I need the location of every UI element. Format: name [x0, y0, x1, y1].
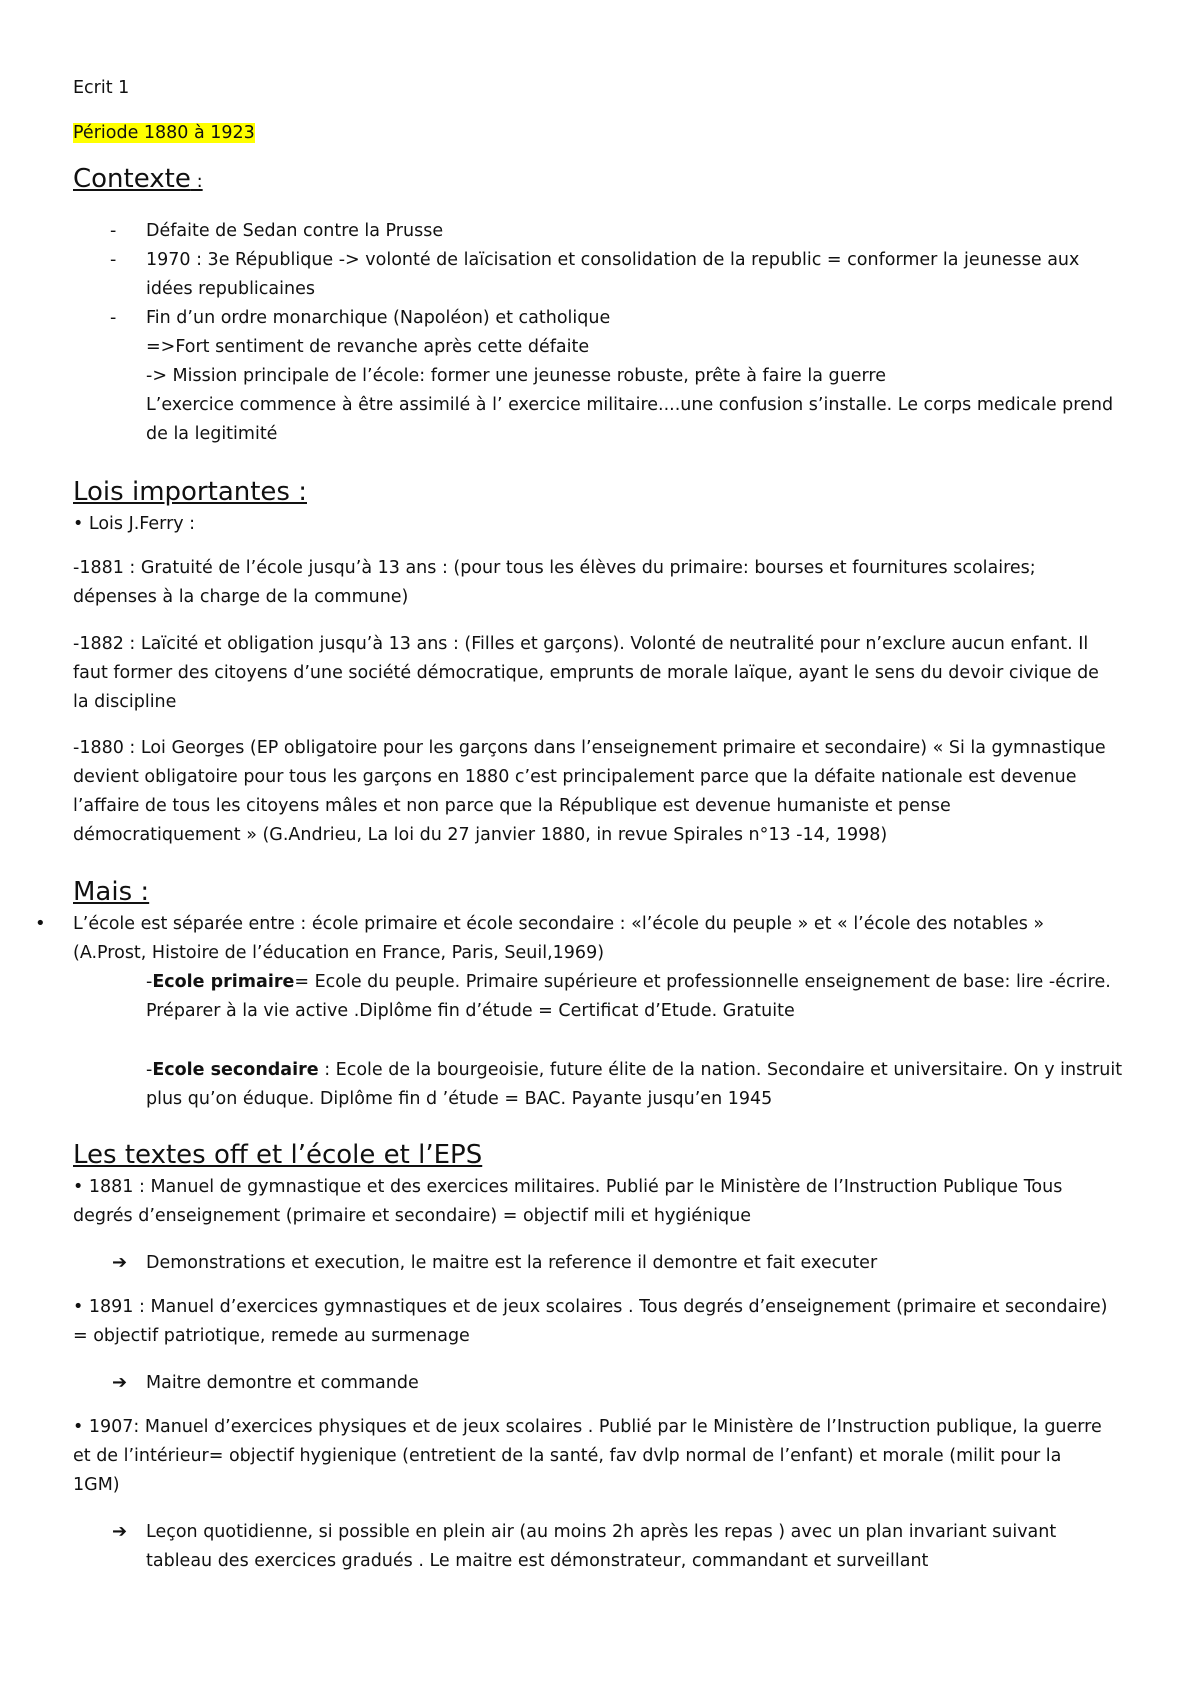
lois-ferry: • Lois J.Ferry :: [73, 514, 196, 534]
contexte-item: Fin d’un ordre monarchique (Napoléon) et catholique: [146, 308, 611, 328]
arrow-note: Maitre demontre et commande: [146, 1373, 419, 1393]
ecole-primaire-line: -Ecole primaire= Ecole du peuple. Primaire supérieure et professionnelle enseignement de base: lire -écrire.: [146, 972, 1111, 992]
texte-1881: • 1881 : Manuel de gymnastique et des exercices militaires. Publié par le Ministère de l’Instruction Publique Tous: [73, 1177, 1063, 1197]
texte-1891-cont: = objectif patriotique, remede au surmenage: [73, 1326, 470, 1346]
texte-1907: • 1907: Manuel d’exercices physiques et de jeux scolaires . Publié par le Ministère de l’Instruction publique, la guerre: [73, 1417, 1102, 1437]
loi-1881: -1881 : Gratuité de l’école jusqu’à 13 ans : (pour tous les élèves du primaire: bourses et fournitures scolaires;: [73, 558, 1036, 578]
texte-1907-cont: et de l’intérieur= objectif hygienique (entretient de la santé, fav dvlp normal de l’enfant) et morale (milit pour la: [73, 1446, 1062, 1466]
ecole-secondaire-cont: plus qu’on éduque. Diplôme fin d ’étude = BAC. Payante jusqu’en 1945: [146, 1089, 773, 1109]
mais-line: L’école est séparée entre : école primaire et école secondaire : «l’école du peuple » et « l’école des notables »: [73, 914, 1045, 934]
arrow-note-cont: tableau des exercices gradués . Le maitre est démonstrateur, commandant et surveillant: [146, 1551, 929, 1571]
arrow-note: Leçon quotidienne, si possible en plein air (au moins 2h après les repas ) avec un plan invariant suivant: [146, 1522, 1057, 1542]
mais-heading: Mais :: [73, 877, 150, 907]
contexte-line: de la legitimité: [146, 424, 278, 444]
ecole-secondaire-line: -Ecole secondaire : Ecole de la bourgeoisie, future élite de la nation. Secondaire et universitaire. On y instruit: [146, 1060, 1123, 1080]
texte-1891: • 1891 : Manuel d’exercices gymnastiques et de jeux scolaires . Tous degrés d’enseignement (primaire et secondaire): [73, 1297, 1108, 1317]
texte-1881-cont: degrés d’enseignement (primaire et secondaire) = objectif mili et hygiénique: [73, 1206, 751, 1226]
period-highlight: Période 1880 à 1923: [73, 123, 255, 143]
loi-1880-cont: l’affaire de tous les citoyens mâles et non parce que la République est devenue humaniste et pense: [73, 796, 951, 816]
list-dash: -: [110, 250, 117, 270]
arrow-right-icon: ➔: [112, 1252, 128, 1273]
loi-1880-cont: démocratiquement » (G.Andrieu, La loi du 27 janvier 1880, in revue Spirales n°13 -14, 1998): [73, 825, 888, 845]
arrow-note: Demonstrations et execution, le maitre est la reference il demontre et fait executer: [146, 1253, 878, 1273]
texte-1907-cont: 1GM): [73, 1475, 120, 1495]
arrow-right-icon: ➔: [112, 1521, 128, 1542]
loi-1882: -1882 : Laïcité et obligation jusqu’à 13 ans : (Filles et garçons). Volonté de neutralité pour n’exclure aucun enfant. Il: [73, 634, 1089, 654]
mais-line: (A.Prost, Histoire de l’éducation en France, Paris, Seuil,1969): [73, 943, 605, 963]
loi-1882-cont: faut former des citoyens d’une société démocratique, emprunts de morale laïque, ayant le sens du devoir civique de: [73, 663, 1099, 683]
loi-1880: -1880 : Loi Georges (EP obligatoire pour les garçons dans l’enseignement primaire et secondaire) « Si la gymnastique: [73, 738, 1106, 758]
contexte-line: L’exercice commence à être assimilé à l’ exercice militaire....une confusion s’installe. Le corps medicale prend: [146, 395, 1114, 415]
lois-heading: Lois importantes :: [73, 477, 307, 507]
contexte-heading: Contexte :: [73, 164, 203, 194]
loi-1880-cont: devient obligatoire pour tous les garçons en 1880 c’est principalement parce que la défaite nationale est devenue: [73, 767, 1077, 787]
list-dash: -: [110, 308, 117, 328]
loi-1881-cont: dépenses à la charge de la commune): [73, 587, 409, 607]
bullet-icon: •: [35, 913, 46, 934]
list-dash: -: [110, 221, 117, 241]
loi-1882-cont: la discipline: [73, 692, 177, 712]
textes-heading: Les textes off et l’école et l’EPS: [73, 1140, 483, 1170]
arrow-right-icon: ➔: [112, 1372, 128, 1393]
contexte-line: -> Mission principale de l’école: former une jeunesse robuste, prête à faire la guerre: [146, 366, 886, 386]
doc-label: Ecrit 1: [73, 78, 130, 98]
contexte-item-cont: idées republicaines: [146, 279, 315, 299]
contexte-line: =>Fort sentiment de revanche après cette défaite: [146, 337, 590, 357]
contexte-item: 1970 : 3e République -> volonté de laïcisation et consolidation de la republic = conformer la jeunesse aux: [146, 250, 1080, 270]
period-heading: [73, 121, 255, 145]
contexte-item: Défaite de Sedan contre la Prusse: [146, 221, 444, 241]
ecole-primaire-cont: Préparer à la vie active .Diplôme fin d’étude = Certificat d’Etude. Gratuite: [146, 1001, 795, 1021]
